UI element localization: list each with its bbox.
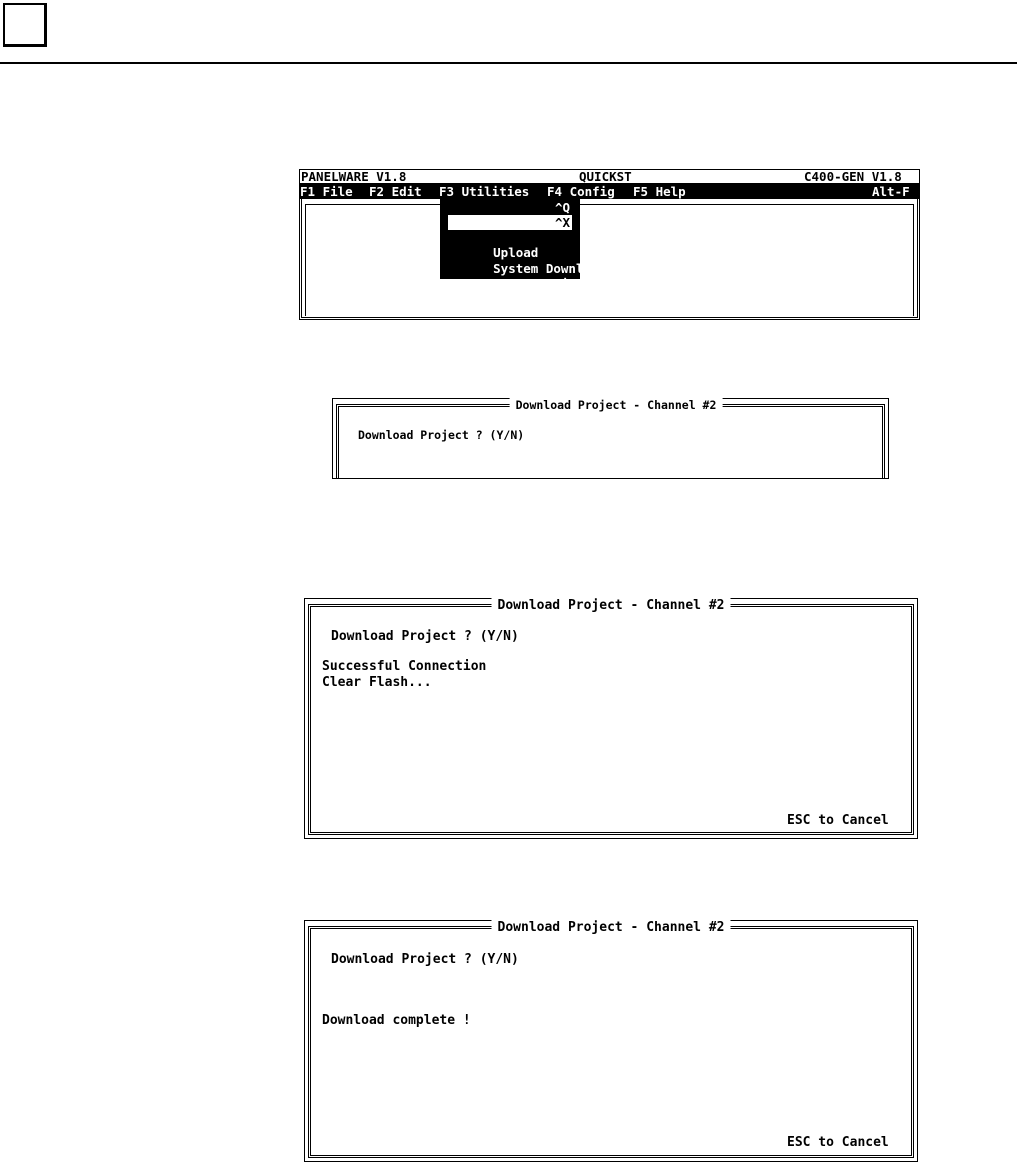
menu-help[interactable]: F5 Help bbox=[633, 184, 686, 199]
menu-item-label: Upload bbox=[493, 245, 539, 260]
download-complete-dialog bbox=[304, 920, 918, 1162]
menu-item-download[interactable] bbox=[448, 215, 572, 245]
menu-item-label: System Download bbox=[493, 261, 607, 276]
panelware-window bbox=[299, 169, 920, 320]
window-title-bar bbox=[299, 169, 920, 184]
target-version: C400-GEN V1.8 bbox=[804, 169, 902, 184]
esc-cancel-hint[interactable]: ESC to Cancel bbox=[787, 813, 889, 828]
menu-item-label: Start Project bbox=[493, 276, 591, 291]
menu-utilities[interactable]: F3 Utilities bbox=[439, 184, 530, 199]
status-connection: Successful Connection bbox=[322, 659, 487, 674]
workspace-inner-frame bbox=[305, 204, 914, 316]
menu-item-system-download[interactable] bbox=[448, 246, 607, 276]
status-clear-flash: Clear Flash... bbox=[322, 675, 432, 690]
menu-item-compile[interactable] bbox=[448, 200, 572, 215]
menu-file[interactable]: F1 File bbox=[300, 184, 353, 199]
page-corner-box bbox=[3, 3, 47, 47]
download-prompt-dialog bbox=[332, 398, 889, 479]
download-confirm-prompt[interactable]: Download Project ? (Y/N) bbox=[358, 428, 525, 442]
menu-item-upload[interactable] bbox=[448, 230, 572, 260]
download-confirm-prompt: Download Project ? (Y/N) bbox=[331, 952, 519, 967]
download-confirm-prompt: Download Project ? (Y/N) bbox=[331, 629, 519, 644]
dialog-title: Download Project - Channel #2 bbox=[510, 398, 723, 412]
utilities-dropdown bbox=[440, 199, 607, 291]
status-download-complete: Download complete ! bbox=[322, 1013, 471, 1028]
workspace-area bbox=[299, 199, 920, 320]
dialog-title: Download Project - Channel #2 bbox=[492, 920, 731, 935]
menu-config[interactable]: F4 Config bbox=[547, 184, 615, 199]
menu-item-start-project[interactable] bbox=[448, 261, 591, 291]
download-progress-dialog bbox=[304, 598, 918, 839]
menu-edit[interactable]: F2 Edit bbox=[369, 184, 422, 199]
page-header-rule bbox=[0, 62, 1017, 64]
project-name: QUICKST bbox=[579, 169, 632, 184]
app-name: PANELWARE V1.8 bbox=[301, 169, 407, 184]
esc-cancel-hint[interactable]: ESC to Cancel bbox=[787, 1135, 889, 1150]
menu-item-shortcut: ^Q bbox=[554, 200, 570, 215]
menu-item-shortcut: ^X bbox=[554, 215, 570, 230]
dialog-title: Download Project - Channel #2 bbox=[492, 598, 731, 613]
menu-bar bbox=[299, 184, 920, 199]
menu-item-label: Download bbox=[493, 230, 554, 245]
menu-alt-hint: Alt-F bbox=[872, 184, 910, 199]
